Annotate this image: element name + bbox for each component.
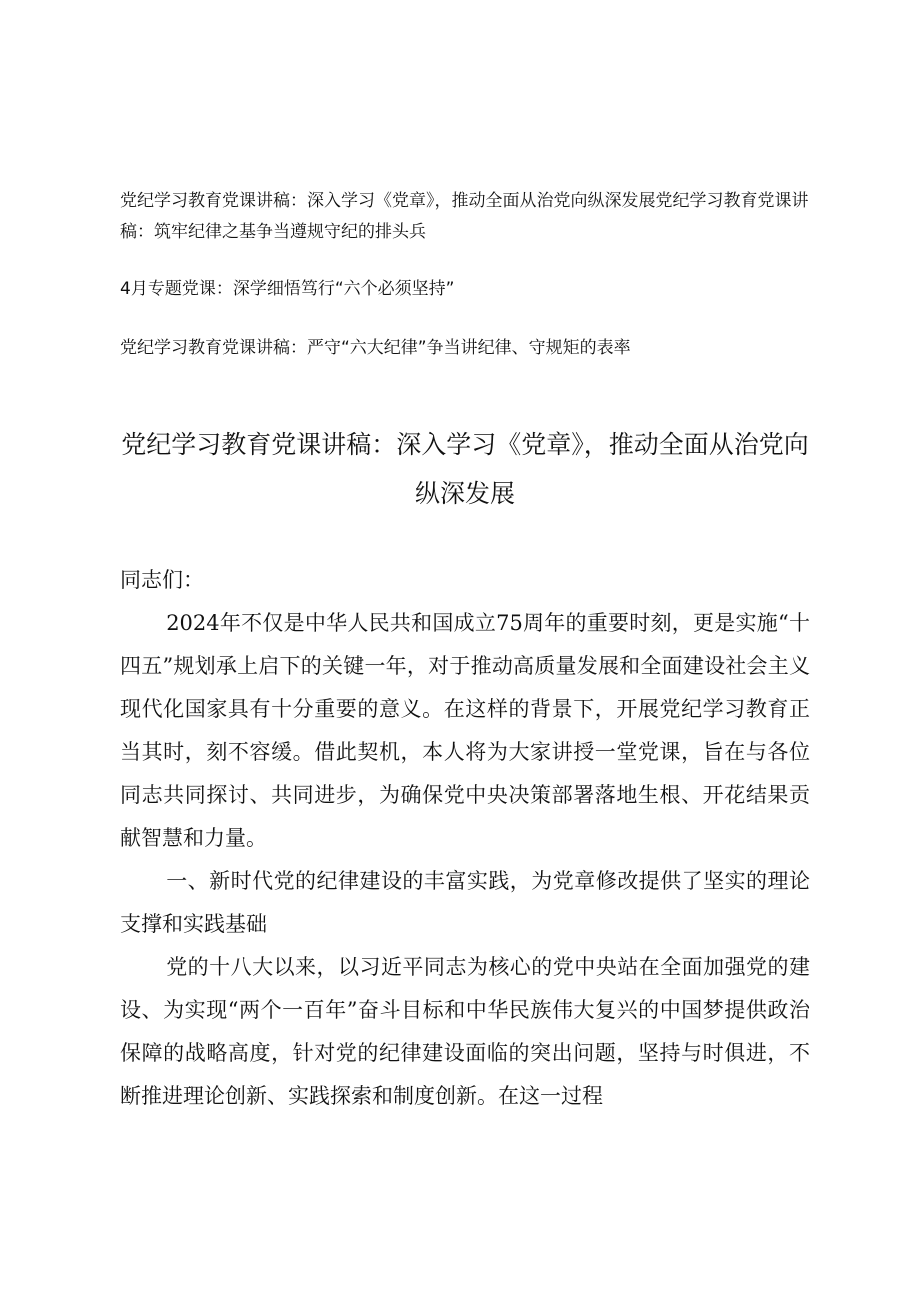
greeting: 同志们： <box>120 568 204 592</box>
toc-item-1[interactable]: 党纪学习教育党课讲稿：深入学习《党章》，推动全面从治党向纵深发展党纪学习教育党课讲稿：筑牢纪律之基争当遵规守纪的排头兵 <box>120 191 809 242</box>
paragraph-section-1: 党的十八大以来，以习近平同志为核心的党中央站在全面加强党的建设、为实现“两个一百年”奋斗目标和中华民族伟大复兴的中国梦提供政治保障的战略高度，针对党的纪律建设面临的突出问题，坚持与时俱进，不断推进理论创新、实践探索和制度创新。在这一过程 <box>120 955 810 1108</box>
document-title: 党纪学习教育党课讲稿：深入学习《党章》，推动全面从治党向纵深发展 <box>121 430 809 508</box>
section-heading-1: 一、新时代党的纪律建设的丰富实践，为党章修改提供了坚实的理论支撑和实践基础 <box>120 869 810 936</box>
toc-item-2[interactable]: 4月专题党课：深学细悟笃行“六个必须坚持” <box>120 279 455 299</box>
paragraph-intro: 2024年不仅是中华人民共和国成立75周年的重要时刻，更是实施“十四五”规划承上启下的关键一年，对于推动高质量发展和全面建设社会主义现代化国家具有十分重要的意义。在这样的背景下，开展党纪学习教育正当其时，刻不容缓。借此契机，本人将为大家讲授一堂党课，旨在与各位同志共同探讨、共同进步，为确保党中央决策部署落地生根、开花结果贡献智慧和力量。 <box>120 611 810 850</box>
toc-item-3[interactable]: 党纪学习教育党课讲稿：严守“六大纪律”争当讲纪律、守规矩的表率 <box>120 338 631 358</box>
